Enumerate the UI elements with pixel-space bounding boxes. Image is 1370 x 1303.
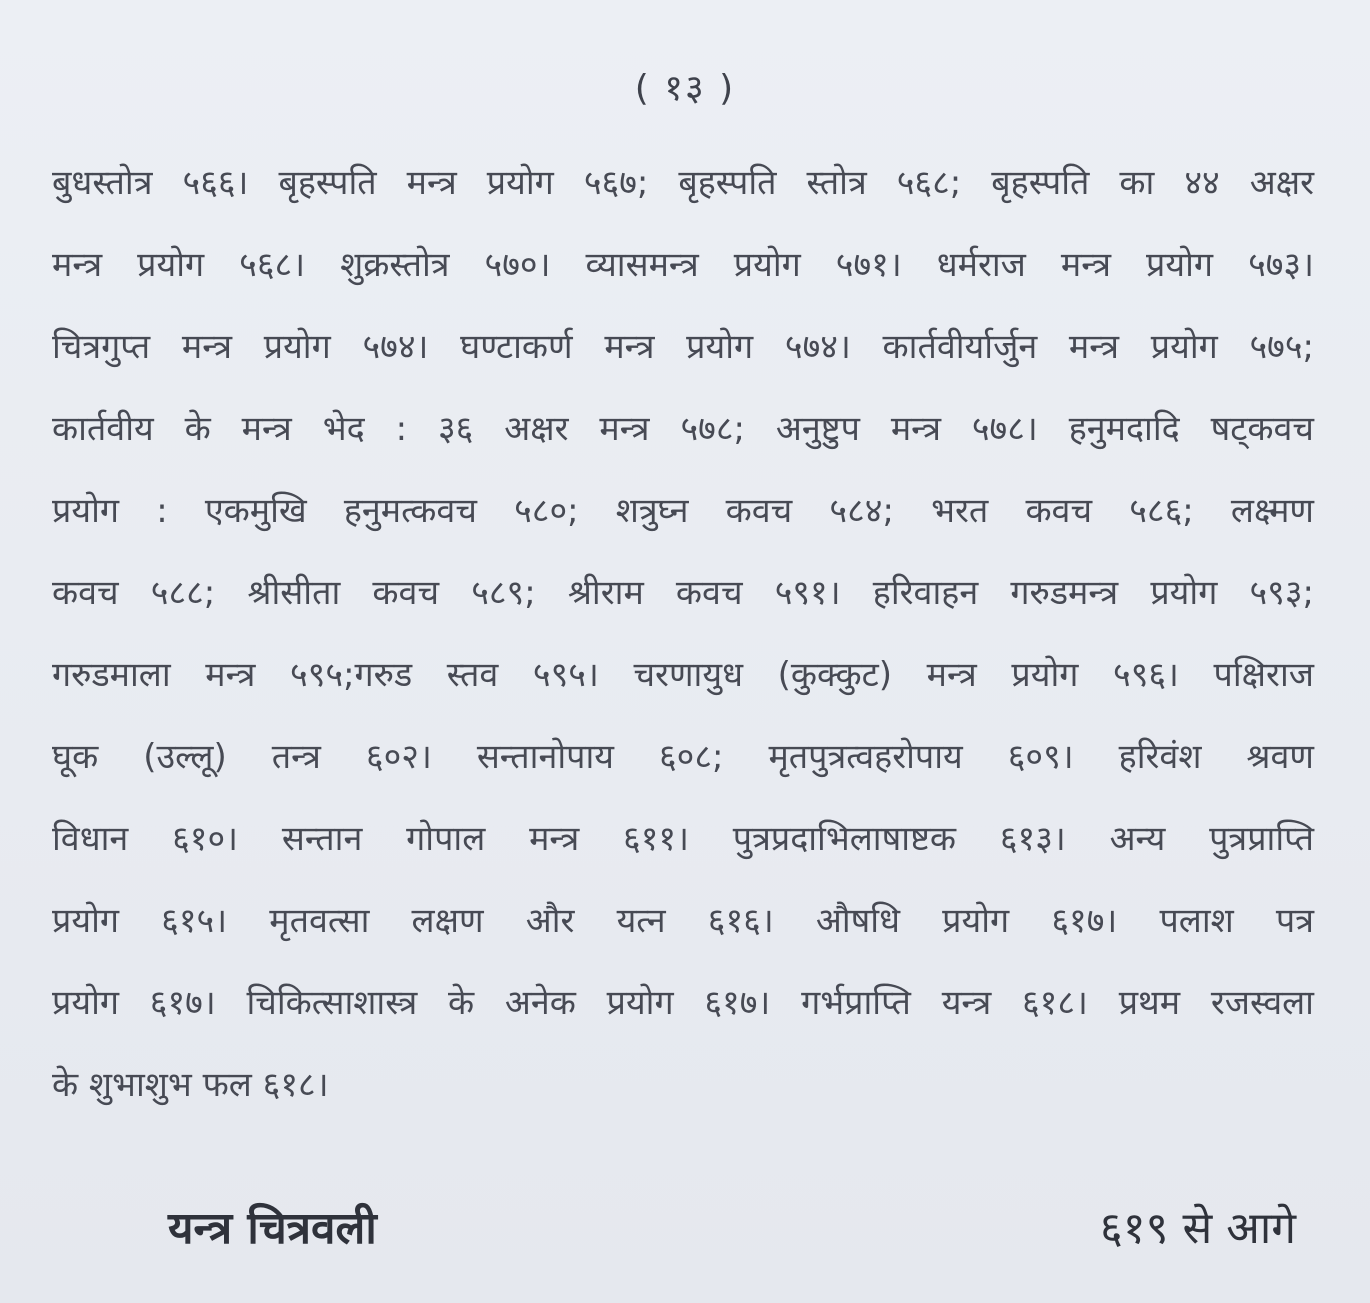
text-line: कवच ५८८; श्रीसीता कवच ५८९; श्रीराम कवच ५९१। हरिवाहन गरुडमन्त्र प्रयोग ५९३;	[52, 573, 1314, 613]
contents-text	[52, 150, 1314, 1134]
text-line: के शुभाशुभ फल ६१८।	[52, 1065, 329, 1105]
text-line: मन्त्र प्रयोग ५६८। शुक्रस्तोत्र ५७०। व्यासमन्त्र प्रयोग ५७१। धर्मराज मन्त्र प्रयोग ५७३।	[52, 245, 1314, 285]
page-number: ( १३ )	[634, 68, 736, 109]
text-line: कार्तवीय के मन्त्र भेद : ३६ अक्षर मन्त्र ५७८; अनुष्टुप मन्त्र ५७८। हनुमदादि षट्कवच	[52, 409, 1314, 449]
text-line: चित्रगुप्त मन्त्र प्रयोग ५७४। घण्टाकर्ण मन्त्र प्रयोग ५७४। कार्तवीर्यार्जुन मन्त्र प्रयोग ५७५;	[52, 327, 1314, 367]
text-line: घूक (उल्लू) तन्त्र ६०२। सन्तानोपाय ६०८; मृतपुत्रत्वहरोपाय ६०९। हरिवंश श्रवण	[52, 737, 1314, 777]
section-title: यन्त्र चित्रवली	[168, 1203, 377, 1254]
text-line: बुधस्तोत्र ५६६। बृहस्पति मन्त्र प्रयोग ५६७; बृहस्पति स्तोत्र ५६८; बृहस्पति का ४४ अक्षर	[52, 163, 1314, 203]
text-line: विधान ६१०। सन्तान गोपाल मन्त्र ६११। पुत्रप्रदाभिलाषाष्टक ६१३। अन्य पुत्रप्राप्ति	[52, 819, 1314, 859]
text-line: प्रयोग ६१५। मृतवत्सा लक्षण और यत्न ६१६। औषधि प्रयोग ६१७। पलाश पत्र	[52, 901, 1314, 941]
text-line: गरुडमाला मन्त्र ५९५;गरुड स्तव ५९५। चरणायुध (कुक्कुट) मन्त्र प्रयोग ५९६। पक्षिराज	[52, 655, 1314, 695]
section-page-reference: ६१९ से आगे	[1099, 1203, 1296, 1254]
text-line: प्रयोग ६१७। चिकित्साशास्त्र के अनेक प्रयोग ६१७। गर्भप्राप्ति यन्त्र ६१८। प्रथम रजस्वला	[52, 983, 1314, 1023]
text-line: प्रयोग : एकमुखि हनुमत्कवच ५८०; शत्रुघ्न कवच ५८४; भरत कवच ५८६; लक्ष्मण	[52, 491, 1314, 531]
